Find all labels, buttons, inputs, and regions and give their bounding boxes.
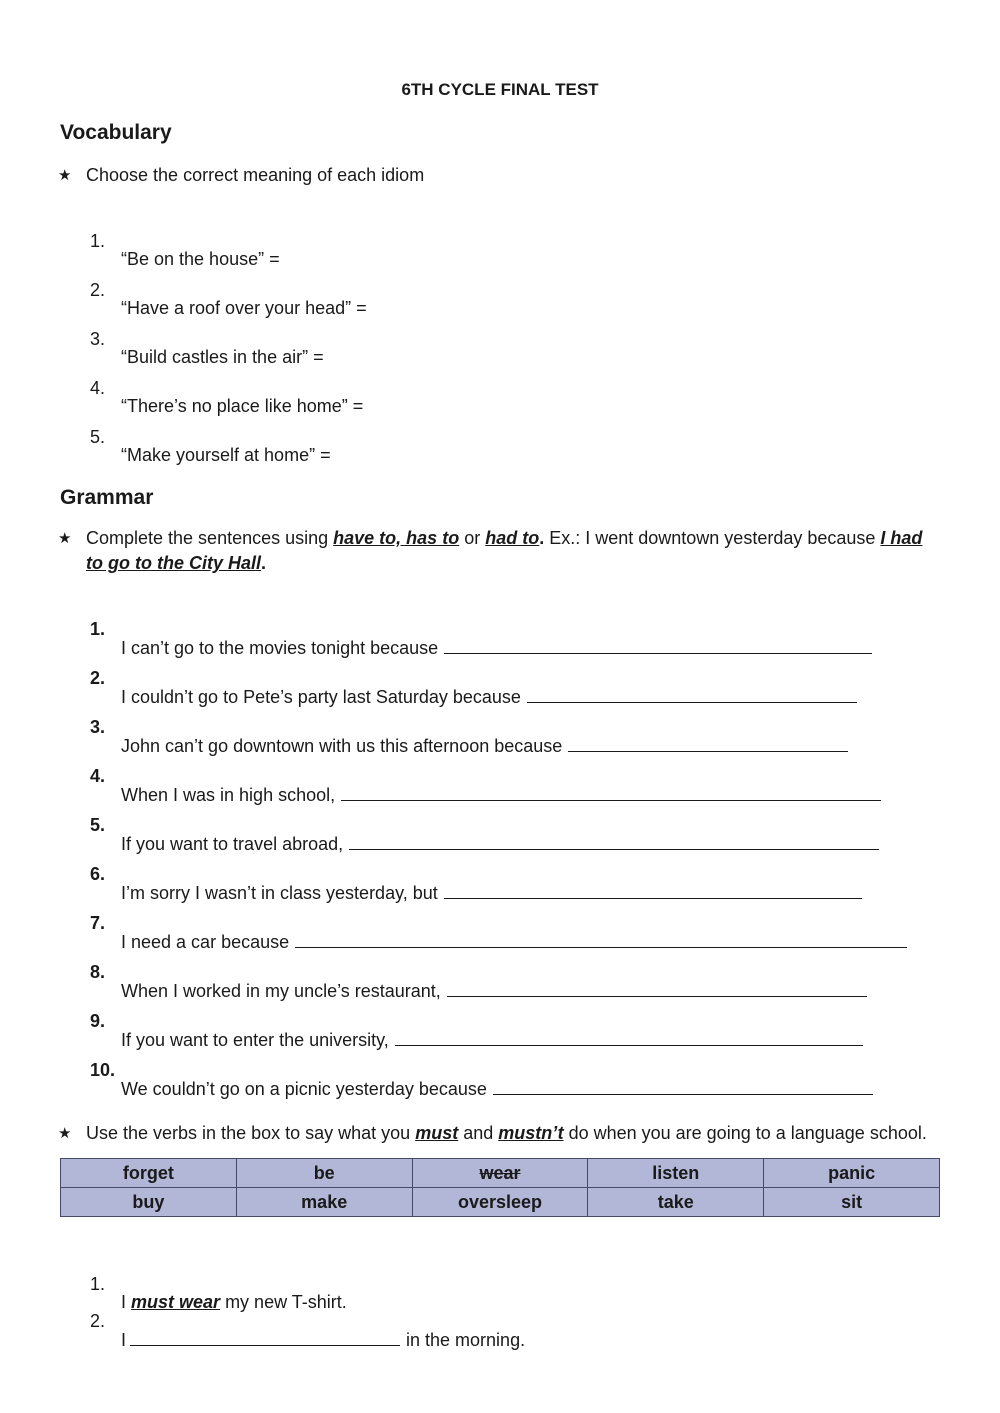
verb-row: [61, 1159, 940, 1188]
verb-cell-used: wear: [412, 1159, 588, 1188]
answer-item: 2. I in the morning.: [90, 1311, 526, 1350]
verb-cell: oversleep: [412, 1188, 588, 1217]
star-bullet-icon: ★: [58, 167, 72, 184]
verb-cell: buy: [61, 1188, 237, 1217]
verb-cell: forget: [61, 1159, 237, 1188]
answer-blank[interactable]: [444, 882, 862, 899]
verb-cell: sit: [764, 1188, 940, 1217]
vocabulary-item: [0, 360, 364, 416]
answer-blank[interactable]: [349, 833, 879, 850]
answer-blank[interactable]: [341, 784, 881, 801]
grammar-item: 1. I can’t go to the movies tonight because: [0, 601, 9, 655]
verb-cell: listen: [588, 1159, 764, 1188]
item-number: 3.: [90, 329, 106, 349]
vocabulary-instruction: Choose the correct meaning of each idiom: [86, 165, 425, 185]
grammar-item: 5. If you want to travel abroad,: [0, 797, 9, 851]
grammar-instruction-2: Use the verbs in the box to say what you must and mustn’t do when you are going to a language school.: [86, 1123, 927, 1143]
grammar-heading: Grammar: [60, 486, 154, 509]
star-bullet-icon: ★: [58, 530, 72, 547]
verb-cell: make: [236, 1188, 412, 1217]
vocabulary-item: [0, 311, 324, 367]
item-number: 4.: [90, 378, 106, 398]
vocabulary-item: [0, 409, 331, 465]
answer-blank[interactable]: [568, 735, 848, 752]
item-number: 2.: [90, 280, 106, 300]
answer-blank[interactable]: [493, 1078, 873, 1095]
grammar-instruction-1: Complete the sentences using have to, has to or had to. Ex.: I went downtown yesterday because I had to go to the City Hall.: [86, 528, 923, 573]
answer-blank[interactable]: [130, 1329, 400, 1346]
grammar-item: 4. When I was in high school,: [0, 748, 9, 802]
vocabulary-item: [0, 213, 280, 269]
page-title: 6TH CYCLE FINAL TEST: [401, 80, 599, 99]
verb-cell: be: [236, 1159, 412, 1188]
idiom-text: “Build castles in the air” =: [121, 347, 324, 367]
answer-item: 1. I must wear my new T-shirt.: [90, 1274, 347, 1312]
idiom-text: “Make yourself at home” =: [121, 445, 331, 465]
idiom-text: “Be on the house” =: [121, 249, 280, 269]
answer-blank[interactable]: [444, 637, 872, 654]
star-bullet-icon: ★: [58, 1125, 72, 1142]
vocabulary-item: [0, 262, 367, 318]
answer-blank[interactable]: [447, 980, 867, 997]
verb-cell: take: [588, 1188, 764, 1217]
verb-row: [61, 1188, 940, 1217]
idiom-text: “There’s no place like home” =: [121, 396, 364, 416]
grammar-item: 3. John can’t go downtown with us this afternoon because: [0, 699, 9, 753]
grammar-item: 7. I need a car because: [0, 895, 9, 949]
grammar-item: 2. I couldn’t go to Pete’s party last Saturday because: [0, 650, 9, 704]
answer-blank[interactable]: [295, 931, 907, 948]
grammar-item: 9. If you want to enter the university,: [0, 993, 9, 1047]
answer-blank[interactable]: [395, 1029, 863, 1046]
answer-blank[interactable]: [527, 686, 857, 703]
idiom-text: “Have a roof over your head” =: [121, 298, 367, 318]
grammar-item: 10. We couldn’t go on a picnic yesterday because: [0, 1042, 9, 1096]
grammar-item: 8. When I worked in my uncle’s restaurant,: [0, 944, 9, 998]
verb-cell: panic: [764, 1159, 940, 1188]
item-number: 5.: [90, 427, 106, 447]
grammar-item: 6. I’m sorry I wasn’t in class yesterday, but: [0, 846, 9, 900]
vocabulary-heading: Vocabulary: [60, 121, 172, 144]
item-number: 1.: [90, 231, 106, 251]
verb-box: [60, 1158, 940, 1217]
